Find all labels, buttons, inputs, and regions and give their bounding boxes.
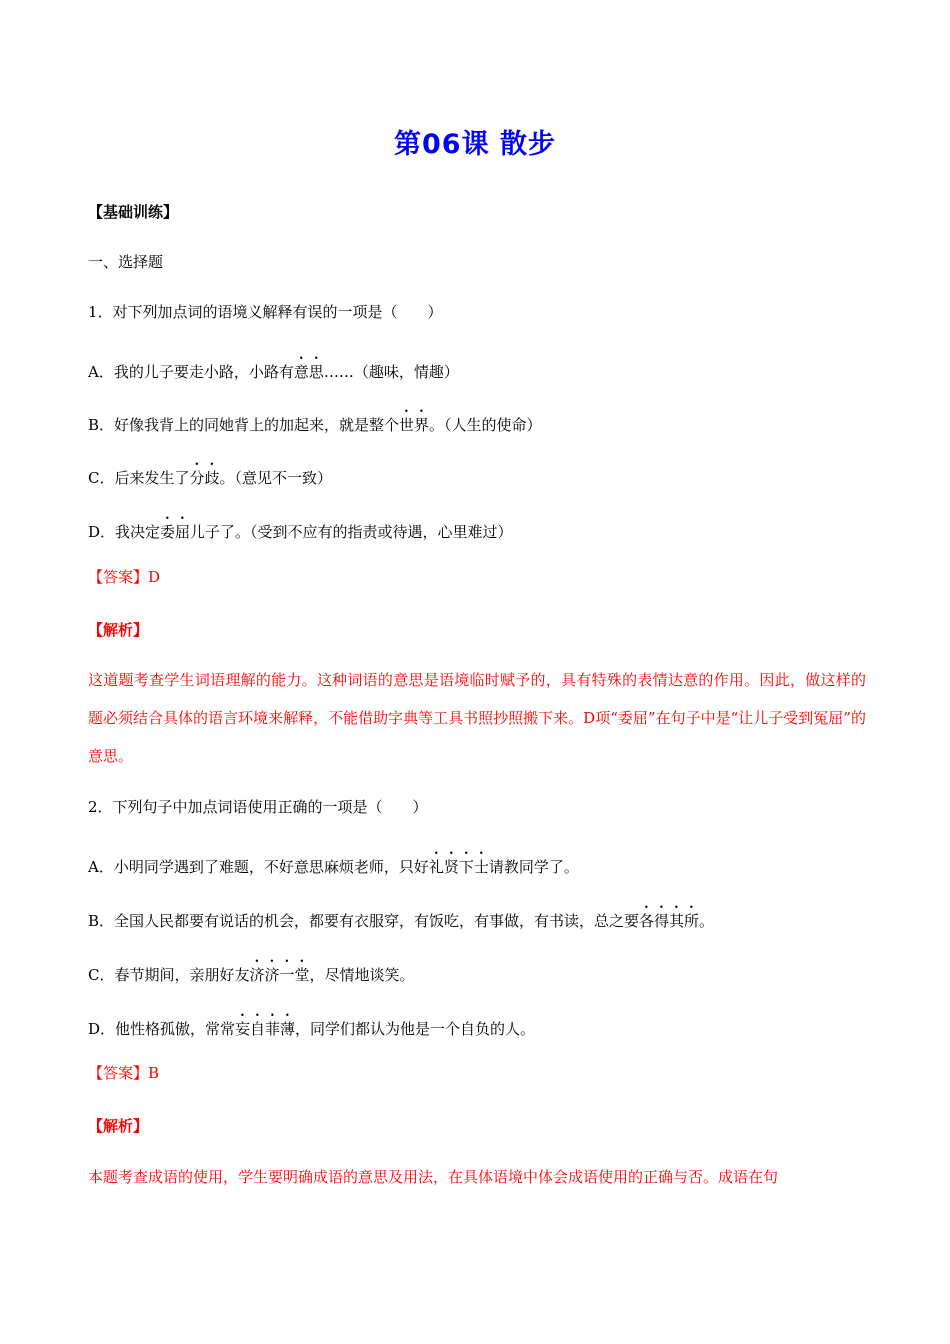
option-text: ，尽情地谈笑。 (309, 966, 415, 984)
question-2-analysis: 本题考查成语的使用，学生要明确成语的意思及用法，在具体语境中体会成语使用的正确与否。成语在句 (88, 1168, 779, 1186)
page-title: 第06课 散步 (394, 129, 556, 160)
question-2-analysis-label: 【解析】 (88, 1117, 149, 1135)
dotted-word: 各得其所 (639, 912, 700, 930)
option-text: 请教同学了。 (488, 858, 579, 876)
question-2-answer: 【答案】B (88, 1064, 160, 1082)
question-1-analysis-label: 【解析】 (88, 621, 149, 639)
option-text: C．春节期间，亲朋好友 (88, 966, 250, 984)
option-text: 。（意见不一致） (219, 469, 333, 487)
question-1-stem: 1．对下列加点词的语境义解释有误的一项是（ ） (88, 303, 443, 321)
option-text: 。 (699, 912, 715, 930)
option-text: ……（趣味，情趣） (323, 363, 459, 381)
question-1-option-a (88, 354, 459, 382)
option-text: C．后来发生了 (88, 469, 190, 487)
question-2-option-d (88, 1011, 535, 1039)
section-header: 【基础训练】 (88, 203, 179, 221)
option-text: ，同学们都认为他是一个自负的人。 (295, 1020, 536, 1038)
question-1-analysis: 这道题考查学生词语理解的能力。这种词语的意思是语境临时赋予的，具有特殊的表情达意的作用。因此，做这样的题必须结合具体的语言环境来解释，不能借助字典等工具书照抄照搬下来。D项“委屈”在句子中是“让儿子受到冤屈”的意思。 (88, 671, 866, 765)
dotted-word: 分歧 (189, 469, 220, 487)
question-1-option-b (88, 407, 542, 435)
subsection-heading: 一、选择题 (88, 253, 164, 271)
dotted-word: 意思 (293, 363, 324, 381)
option-text: B．好像我背上的同她背上的加起来，就是整个 (88, 416, 400, 434)
question-1-option-c (88, 460, 332, 488)
option-text: D．我决定 (88, 523, 161, 541)
option-text: B．全国人民都要有说话的机会，都要有衣服穿，有饭吃，有事做，有书读，总之要 (88, 912, 640, 930)
question-1-answer: 【答案】D (88, 568, 161, 586)
dotted-word: 济济一堂 (249, 966, 310, 984)
option-text: 。（人生的使命） (429, 416, 542, 434)
question-2-option-a (88, 849, 579, 877)
dotted-word: 委屈 (160, 523, 191, 541)
option-text: A．我的儿子要走小路，小路有 (88, 363, 294, 381)
option-text: 儿子了。（受到不应有的指责或待遇，心里难过） (190, 523, 513, 541)
dotted-word: 礼贤下士 (428, 858, 489, 876)
question-1-option-d (88, 514, 513, 542)
option-text: D．他性格孤傲，常常 (88, 1020, 236, 1038)
question-2-stem: 2．下列句子中加点词语使用正确的一项是（ ） (88, 798, 428, 816)
dotted-word: 世界 (399, 416, 430, 434)
option-text: A．小明同学遇到了难题，不好意思麻烦老师，只好 (88, 858, 429, 876)
dotted-word: 妄自菲薄 (235, 1020, 296, 1038)
question-2-option-b (88, 903, 714, 931)
question-2-option-c (88, 957, 415, 985)
